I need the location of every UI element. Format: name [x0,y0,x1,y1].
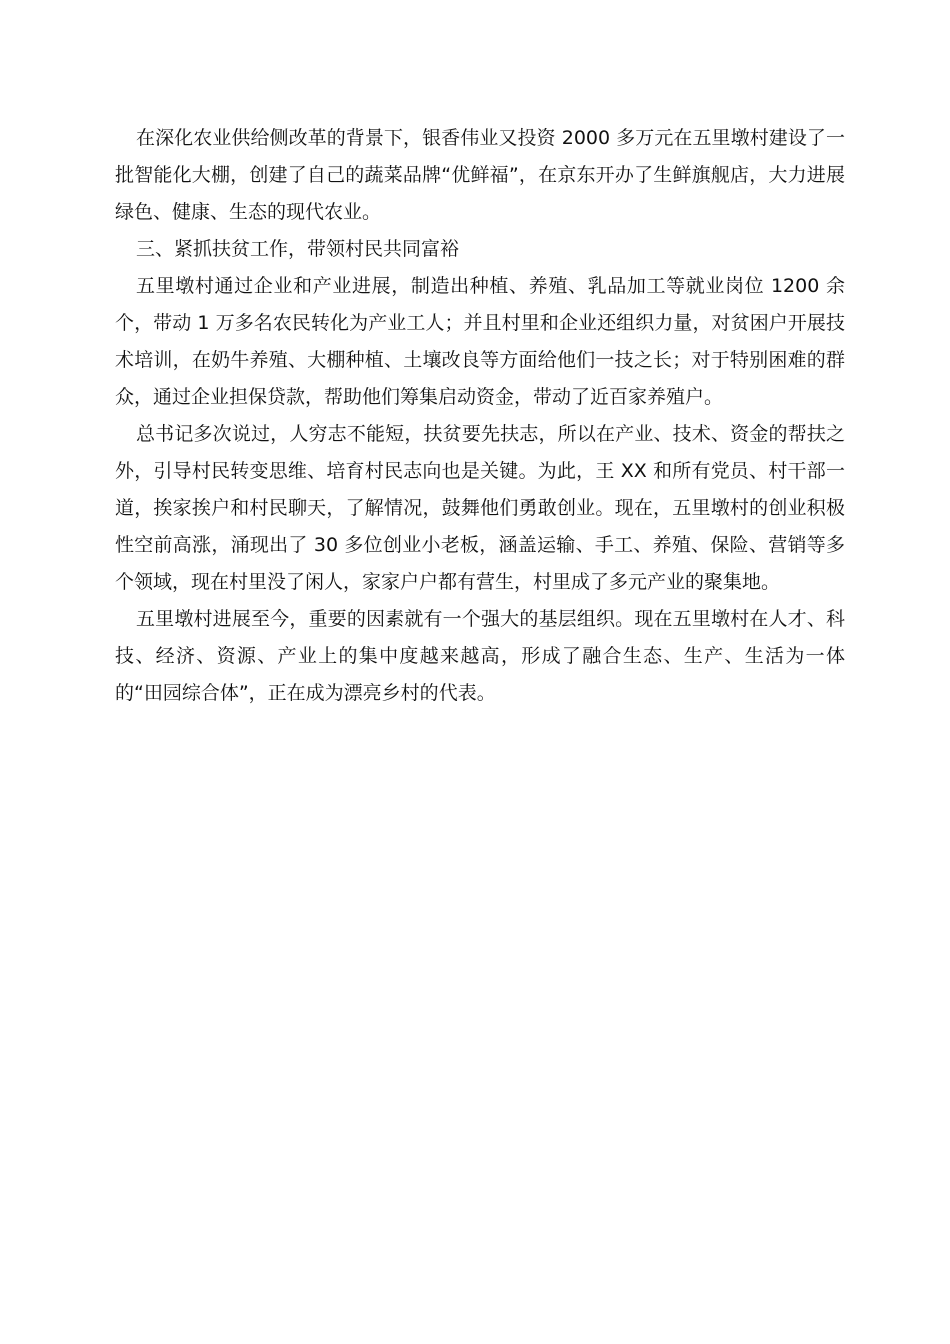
document-body [115,120,845,712]
paragraph-conclusion: 五里墩村进展至今，重要的因素就有一个强大的基层组织。现在五里墩村在人才、科技、经济、资源、产业上的集中度越来越高，形成了融合生态、生产、生活为一体的“田园综合体”，正在成为漂亮乡村的代表。 [115,608,845,704]
paragraph-entrepreneurship: 总书记多次说过，人穷志不能短，扶贫要先扶志，所以在产业、技术、资金的帮扶之外，引导村民转变思维、培育村民志向也是关键。为此，王 XX 和所有党员、村干部一道，挨家挨户和村民聊天，了解情况，鼓舞他们勇敢创业。现在，五里墩村的创业积极性空前高涨，涌现出了 30 多位创业小老板，涵盖运输、手工、养殖、保险、营销等多个领域，现在村里没了闲人，家家户户都有营生，村里成了多元产业的聚集地。 [115,423,845,593]
paragraph-agriculture-reform: 在深化农业供给侧改革的背景下，银香伟业又投资 2000 多万元在五里墩村建设了一批智能化大棚，创建了自己的蔬菜品牌“优鲜福”，在京东开办了生鲜旗舰店，大力进展绿色、健康、生态的现代农业。 [115,127,845,223]
paragraph-employment: 五里墩村通过企业和产业进展，制造出种植、养殖、乳品加工等就业岗位 1200 余个，带动 1 万多名农民转化为产业工人；并且村里和企业还组织力量，对贫困户开展技术培训，在奶牛养殖、大棚种植、土壤改良等方面给他们一技之长；对于特别困难的群众，通过企业担保贷款，帮助他们筹集启动资金，带动了近百家养殖户。 [115,275,845,408]
section-heading-poverty-alleviation: 三、紧抓扶贫工作，带领村民共同富裕 [136,238,460,260]
